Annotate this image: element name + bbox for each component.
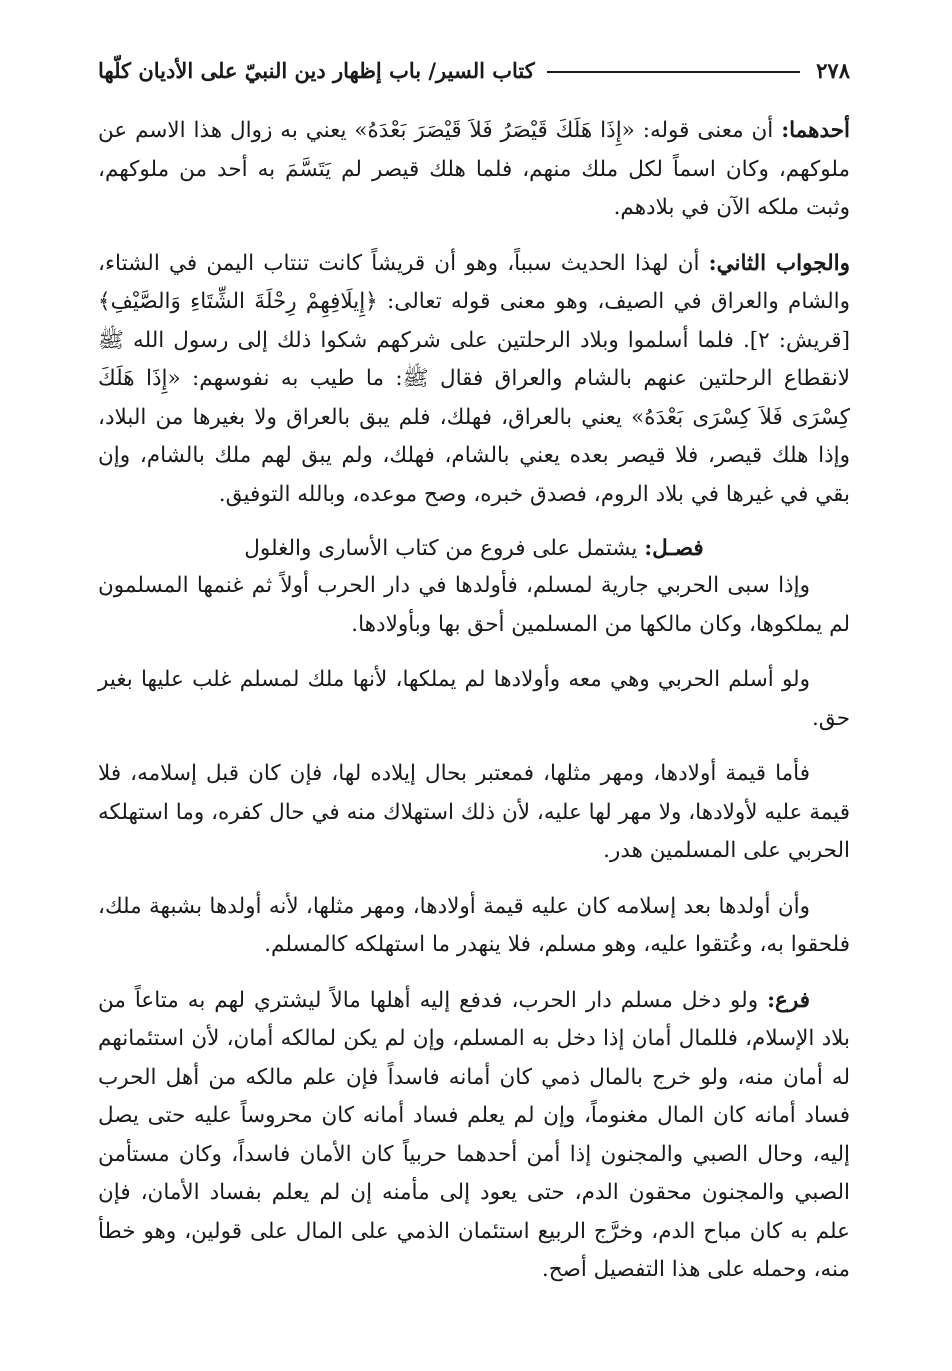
paragraph-text: ولو أسلم الحربي وهي معه وأولادها لم يملكها، لأنها ملك لمسلم غلب عليها بغير حق.: [98, 667, 850, 731]
paragraph-text: أن معنى قوله: «إِذَا هَلَكَ قَيْصَرُ فَلاَ قَيْصَرَ بَعْدَهُ» يعني به زوال هذا الاسم عن ملوكهم، وكان اسماً لكل ملك منهم، فلما هلك قيصر لم يَتَسَّمَ به أحد من ملوكهم، وثبت ملكه الآن في بلادهم.: [98, 118, 850, 220]
paragraph-lead: فرع:: [767, 987, 810, 1013]
page-number: ٢٧٨: [816, 57, 850, 83]
paragraph-text: فأما قيمة أولادها، ومهر مثلها، فمعتبر بحال إيلاده لها، فإن كان قبل إسلامه، فلا قيمة عليه لأولادها، ولا مهر لها عليه، لأن ذلك استهلاك منه في حال كفره، وما استهلكه الحربي على المسلمين هدر.: [98, 761, 850, 863]
paragraph-children-value: [98, 755, 850, 871]
paragraph-text: وإذا سبى الحربي جارية لمسلم، فأولدها في دار الحرب أولاً ثم غنمها المسلمون لم يملكوها، وكان مالكها من المسلمين أحق بها وبأولادها.: [98, 573, 850, 637]
header-rule: [547, 71, 800, 73]
paragraph-text: وأن أولدها بعد إسلامه كان عليه قيمة أولادها، ومهر مثلها، لأنه أولدها بشبهة ملك، فلحقوا به، وعُتقوا عليه، وهو مسلم، فلا ينهدر ما استهلكه كالمسلم.: [98, 893, 850, 957]
paragraph-second-answer: [98, 245, 850, 515]
section-title: يشتمل على فروع من كتاب الأسارى والغلول: [244, 536, 645, 561]
paragraph-captive-slave: [98, 567, 850, 644]
paragraph-far: [98, 982, 850, 1290]
paragraph-text: أن لهذا الحديث سبباً، وهو أن قريشاً كانت تنتاب اليمن في الشتاء، والشام والعراق في الصيف، وهو معنى قوله تعالى: ﴿إِيلَافِهِمْ رِحْلَةَ الشِّتَاءِ وَالصَّيْفِ﴾ [قريش: ٢]. فلما أسلموا وبلاد الرحلتين على شركهم شكوا ذلك إلى رسول الله ﷺ لانقطاع الرحلتين عنهم بالشام والعراق فقال ﷺ: ما طيب به نفوسهم: «إِذَا هَلَكَ كِسْرَى فَلاَ كِسْرَى بَعْدَهُ» يعني بالعراق، فهلك، فلم يبق بالعراق ولا بغيرها من البلاد، وإذا هلك قيصر، فلا قيصر بعده يعني بالشام، فهلك، ولم يبق لهم ملك بالشام، وإن بقي في غيرها في بلاد الروم، فصدق خبره، وصح موعده، وبالله التوفيق.: [98, 250, 850, 507]
paragraph-harbi-conversion: [98, 661, 850, 738]
paragraph-after-islam: [98, 888, 850, 965]
running-title: كتاب السير/ باب إظهار دين النبيّ على الأديان كلّها: [98, 57, 535, 83]
paragraph-lead: أحدهما:: [781, 118, 850, 143]
section-heading: [98, 531, 850, 567]
running-head: [98, 50, 850, 90]
paragraph-text: ولو دخل مسلم دار الحرب، فدفع إليه أهلها مالاً ليشتري لهم به متاعاً من بلاد الإسلام، فللمال أمان إذا دخل به المسلم، وإن لم يكن لمالكه أمان، لأن استئمانهم له أمان منه، ولو خرج بالمال ذمي كان أمانه فاسداً فإن علم مالكه من أهل الحرب فساد أمانه كان المال مغنوماً، وإن لم يعلم فساد أمانه كان محروساً عليه حتى يصل إليه، وحال الصبي والمجنون إذا أمن أحدهما حربياً كان الأمان فاسداً، وكان مستأمن الصبي والمجنون محقون الدم، حتى يعود إلى مأمنه إن لم يعلم بفساد الأمان، فإن علم به كان مباح الدم، وخرَّج الربيع استئمان الذمي على المال على قولين، وهو خطأ منه، وحمله على هذا التفصيل أصح.: [98, 987, 850, 1282]
book-page: [98, 50, 850, 1307]
paragraph-first-answer: [98, 112, 850, 228]
paragraph-lead: والجواب الثاني:: [708, 250, 850, 276]
section-label: فصـل:: [644, 536, 704, 561]
page-body: [98, 112, 850, 1290]
